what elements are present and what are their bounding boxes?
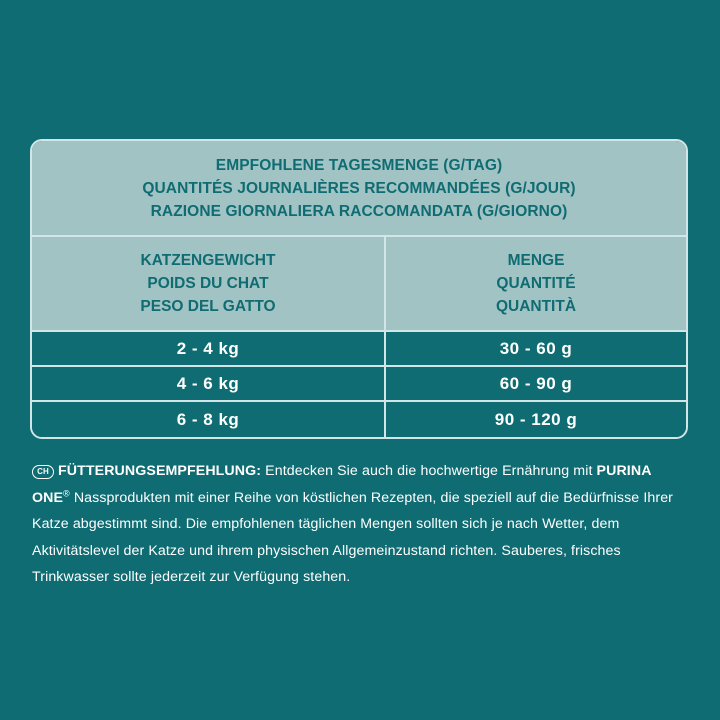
weight-cell: 6 - 8 kg	[32, 402, 386, 438]
title-line-de: EMPFOHLENE TAGESMENGE (G/TAG)	[215, 156, 503, 174]
ch-country-badge: CH	[32, 465, 54, 479]
table-title	[32, 141, 686, 237]
title-line-fr: QUANTITÉS JOURNALIÈRES RECOMMANDÉES (G/JOUR)	[142, 179, 576, 197]
header-weight-fr: POIDS DU CHAT	[147, 275, 269, 292]
header-amount	[386, 237, 686, 330]
brand-name: PURINA ONE	[32, 463, 652, 506]
header-cat-weight	[32, 237, 386, 330]
header-amount-de: MENGE	[507, 252, 565, 269]
note-heading: FÜTTERUNGSEMPFEHLUNG:	[58, 463, 262, 479]
registered-mark: ®	[63, 487, 70, 498]
table-row	[32, 332, 686, 367]
note-text-2: Nassprodukten mit einer Reihe von köstlichen Rezepten, die speziell auf die Bedürfnisse Ihrer Katze abgestimmt sind. Die empfohlenen täglichen Mengen sollten sich je nach Wetter, dem Aktivitätslevel der Katze und ihrem physischen Allgemeinzustand richten. Sauberes, frisches Trinkwasser sollte jederzeit zur Verfügung stehen.	[32, 489, 674, 585]
header-weight-it: PESO DEL GATTO	[140, 298, 276, 315]
amount-cell: 90 - 120 g	[494, 410, 578, 429]
note-text-1: Entdecken Sie auch die hochwertige Ernährung mit	[261, 463, 597, 479]
table-header	[32, 237, 686, 332]
feeding-recommendation	[32, 458, 692, 591]
table-row	[32, 402, 686, 438]
amount-cell: 30 - 60 g	[499, 338, 573, 358]
weight-cell: 2 - 4 kg	[32, 332, 386, 365]
header-weight-de: KATZENGEWICHT	[140, 252, 276, 269]
header-amount-it: QUANTITÀ	[495, 298, 577, 315]
table-row	[32, 367, 686, 402]
header-amount-fr: QUANTITÉ	[496, 275, 576, 292]
feeding-table	[30, 139, 688, 439]
amount-cell: 60 - 90 g	[499, 373, 573, 393]
title-line-it: RAZIONE GIORNALIERA RACCOMANDATA (G/GIORNO)	[150, 202, 568, 220]
weight-cell: 4 - 6 kg	[32, 367, 386, 400]
